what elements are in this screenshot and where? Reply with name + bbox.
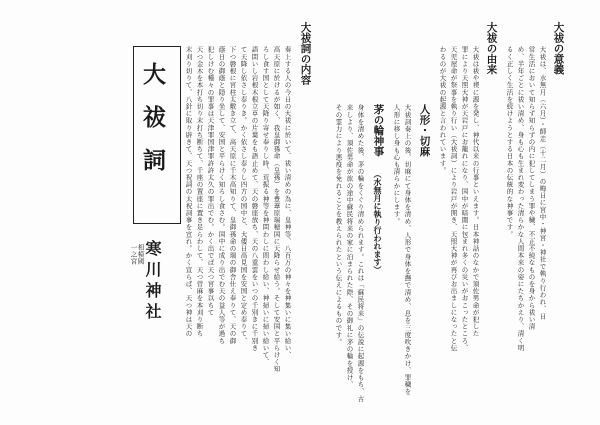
document-title: 大祓詞 (139, 62, 166, 191)
text-line: て天降し依さし奉りき。かく依さし奉りし四方の国中と、大倭日高見国を安国と定め奉りて、 (239, 46, 248, 345)
heading-significance: 大祓の意義 (552, 22, 565, 75)
text-line: 蔭日の御蔭と隠り坐して、安国と平らけく知ろし食さむ。国中に成り出でむ天の益人等が過ち (217, 46, 226, 345)
shrine-prefix-2: 一之宮 (129, 244, 138, 265)
text-line: 罪により天照大神が天岩戸にお籠れになり、国中が暗闇に包まれ多くの災いがおこったところ、 (460, 46, 469, 352)
text-line: 犯しけむ種々の罪事は天津罪国津罪許許太久の罪出でむ。かく出でば天つ宮事以ちて (206, 46, 215, 316)
text-line: 天児屋命が祭事を執り行い（大祓詞）により岩戸が開き、天照大神が再びお出ましになったと伝 (449, 46, 458, 352)
text-line: 下つ磐根に宮柱太敷き立て、高天原に千木高知りて、皇御孫命の瑞の御舎仕え奉りて、天の御 (228, 46, 237, 345)
text-line: 奏上する人の今日の大祓に於いて、祓い清めの為に、皇神等、八百万の神々を神集いに集い給い、 (283, 46, 292, 359)
text-line: 身体を清めた後、茅の輪をくぐり清められます。これは「蘇民将来」の伝説に起源をもち、古 (356, 104, 365, 403)
text-line: ろし食す国として天降り寄せ奉りし時、荒振る神等を神問わしに問わし給い、神掃いに掃い給いて、 (261, 46, 270, 366)
heading-chinowa: 茅の輪神事 (372, 104, 385, 157)
text-line: 人形に移し身も心も清らかにします。 (392, 104, 401, 225)
text-line: 大祓は祓や禊に源を発し、神代以来の行事といえます。日本神話のなかで須佐男命が犯した (471, 46, 480, 338)
text-line: 高天原に於けるが如く、我皇御孫命（皇孫）を豊葦原瑞穂国に天降らせ給う。そして安国と平らけく知 (272, 46, 281, 373)
text-line: 語問いし岩根木根立草の片葉をも語止めて、天の磐座放ち、天の八重雲をいつの千別きに千別き (250, 46, 259, 352)
shrine-name: 寒川神社 (143, 240, 162, 324)
text-line: 常生活において知らず知らずの内に犯してしまう罪や穢、不正不純なものを身から祓い清 (527, 46, 536, 330)
text-line: 天つ金木を本打ち切り末打ち断ちて、千座の置座に置き足らわして、天つ菅麻を本刈り断ち (195, 46, 204, 338)
text-line: 末刈り切りて、八針に取り辟きて、天つ祝詞の太祝詞事を宣れ。かく宣らば、天つ神は天の (184, 46, 193, 338)
heading-hitogata: 人形・切麻 (418, 104, 431, 157)
heading-content: 大祓詞の内容 (299, 22, 312, 85)
text-line: 来しより、須佐男命が旅の途中蘇民将来の家に泊まられた際、その御礼に茅の輪を授け、 (345, 104, 354, 388)
shrine-prefix-1: 相模國 (136, 244, 145, 265)
chinowa-subtitle: （水無月に執り行われます） (373, 170, 383, 274)
text-line: 大祓は、水無月（六月）・師走（十二月）の晦日に宮中・神宮・神社で執り行われ、日 (538, 46, 547, 320)
text-line: 大祓詞奏上の後、切麻にて身体を清め、人形で身体を撫で清め、息を三度吹きかけ、罪穢を (403, 104, 412, 396)
text-line: その霊力により悪疫を免れることを教えられたという伝えによるものです。 (334, 104, 343, 346)
text-line: め、半年ごとに祓い清め、身も心も生まれ変わった清らかな人間本来の姿にたちかえり、清く明 (516, 46, 525, 352)
text-line: るく正しく生活を続けようとする日本の伝統的な神事です。 (505, 46, 514, 238)
text-line: わるのが大祓の起源と言われています。 (438, 46, 447, 174)
heading-origin: 大祓の由来 (485, 22, 498, 75)
